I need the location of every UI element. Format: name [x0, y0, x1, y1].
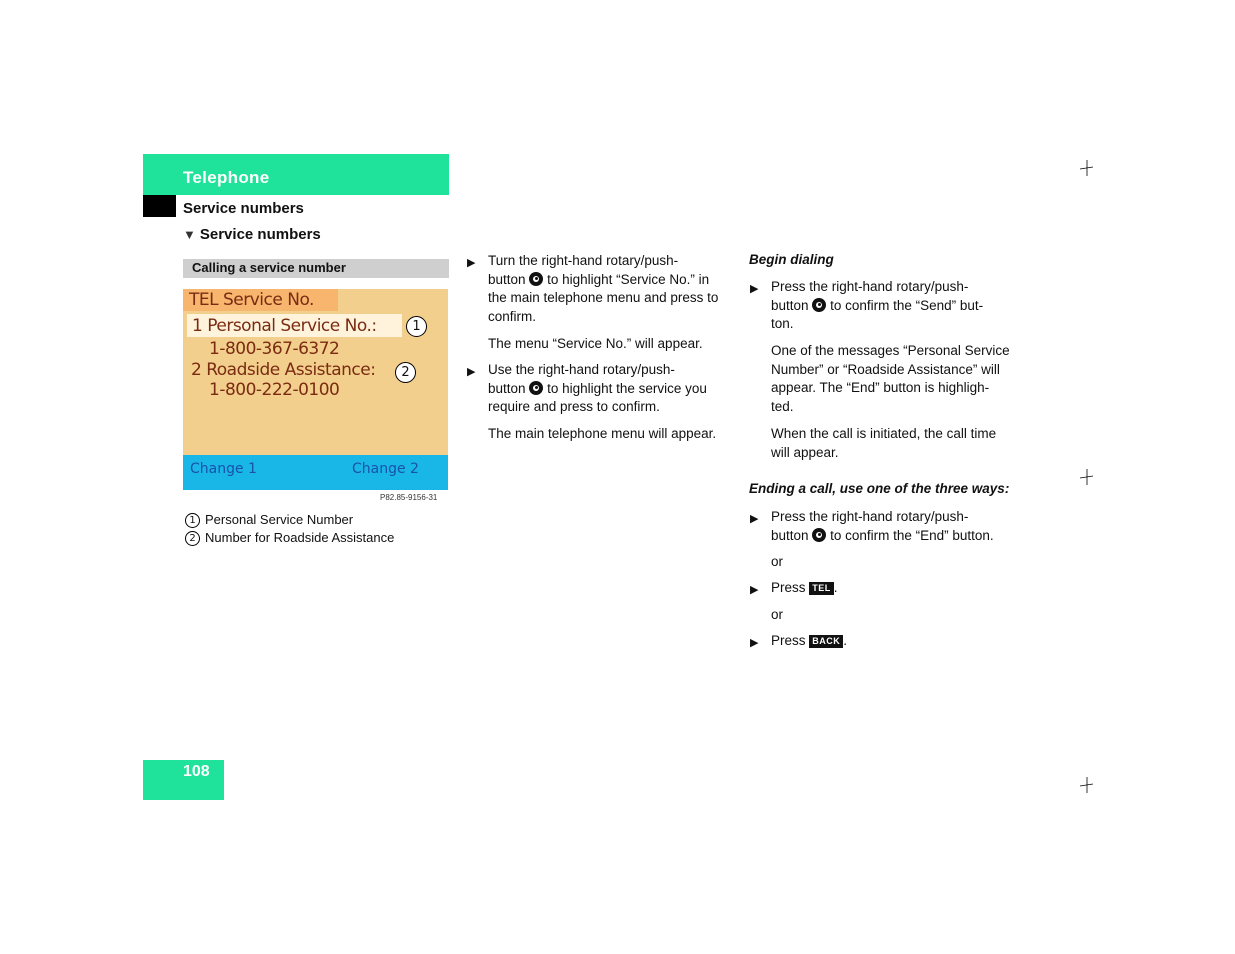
legend-item [185, 512, 353, 528]
legend-number: 1 [185, 513, 200, 528]
tel-key-icon: TEL [809, 582, 834, 595]
subsection-title [183, 226, 321, 243]
subsection-title-text: Service numbers [199, 226, 321, 243]
legend-text: Number for Roadside Assistance [205, 530, 395, 545]
info-text [771, 342, 1010, 416]
text-span: to confirm the “Send” but- [830, 297, 984, 313]
section-marker [143, 195, 176, 217]
legend-item [185, 530, 394, 546]
text-line: Use the right-hand rotary/push- [488, 362, 675, 377]
heading-begin-dialing: Begin dialing [749, 252, 834, 267]
legend-text: Personal Service Number [205, 512, 354, 527]
text-span: to highlight “Service No.” in [547, 271, 710, 287]
box-title-bar [183, 259, 449, 278]
text-span: . [843, 633, 848, 648]
text-line: will appear. [771, 444, 839, 460]
result-text: The menu “Service No.” will appear. [488, 336, 703, 351]
text-line [488, 271, 718, 290]
crop-mark-icon [1079, 469, 1093, 485]
text-span: button [488, 380, 526, 396]
instruction-step [488, 252, 718, 326]
text-span: Press [771, 580, 806, 595]
callout-1: 1 [406, 316, 427, 337]
screen-softkey-bar [183, 455, 448, 490]
triangle-down-icon: ▼ [183, 227, 196, 242]
text-line: Press the right-hand rotary/push- [771, 509, 969, 524]
text-line [488, 380, 707, 399]
section-title: Service numbers [183, 200, 304, 217]
instruction-step [771, 579, 838, 598]
instruction-step [488, 361, 707, 417]
screen-line-personal: 1 Personal Service No.: [192, 316, 377, 336]
rotary-knob-icon [529, 272, 543, 286]
instruction-step [771, 508, 994, 545]
image-code: P82.85-9156-31 [380, 493, 438, 502]
instruction-step [771, 278, 983, 334]
screen-line-roadside-number: 1-800-222-0100 [209, 380, 340, 400]
text-line [771, 297, 983, 316]
text-line: confirm. [488, 308, 537, 324]
text-line [771, 527, 994, 546]
bullet-arrow-icon: ▶ [750, 584, 759, 596]
text-line: require and press to confirm. [488, 399, 660, 414]
or-text: or [771, 607, 784, 622]
callout-2: 2 [395, 362, 416, 383]
screen-line-personal-number: 1-800-367-6372 [209, 339, 340, 359]
or-text: or [771, 554, 784, 569]
crop-mark-icon [1079, 777, 1093, 793]
text-line: When the call is initiated, the call time [771, 426, 997, 441]
softkey-change-2: Change 2 [352, 461, 419, 477]
chapter-title: Telephone [183, 168, 270, 187]
bullet-arrow-icon: ▶ [467, 257, 476, 269]
rotary-knob-icon [812, 298, 826, 312]
text-line: One of the messages “Personal Service [771, 343, 1010, 358]
text-span: button [771, 527, 809, 543]
legend-number: 2 [185, 531, 200, 546]
rotary-knob-icon [812, 528, 826, 542]
text-line: ton. [771, 316, 794, 331]
result-text: The main telephone menu will appear. [488, 426, 717, 441]
bullet-arrow-icon: ▶ [750, 513, 759, 525]
text-line: Turn the right-hand rotary/push- [488, 253, 679, 268]
text-line: Press the right-hand rotary/push- [771, 279, 969, 294]
text-span: . [833, 580, 838, 595]
text-line: the main telephone menu and press to [488, 290, 719, 305]
rotary-knob-icon [529, 381, 543, 395]
text-line: Number” or “Roadside Assistance” will [771, 361, 1000, 377]
text-span: to highlight the service you [547, 380, 707, 396]
crop-mark-icon [1079, 160, 1093, 176]
text-line: appear. The “End” button is highligh- [771, 380, 990, 395]
box-title: Calling a service number [192, 260, 346, 275]
page-number: 108 [183, 763, 210, 780]
instruction-step [771, 632, 847, 651]
screen-title: TEL Service No. [189, 290, 314, 310]
heading-ending-call: Ending a call, use one of the three ways: [749, 481, 1010, 496]
back-key-icon: BACK [809, 635, 843, 648]
bullet-arrow-icon: ▶ [467, 366, 476, 378]
text-span: button [488, 271, 526, 287]
text-span: Press [771, 633, 806, 648]
text-span: to confirm the “End” button. [830, 527, 994, 543]
bullet-arrow-icon: ▶ [750, 637, 759, 649]
softkey-change-1: Change 1 [190, 461, 257, 477]
screen-line-roadside: 2 Roadside Assistance: [191, 360, 376, 380]
bullet-arrow-icon: ▶ [750, 283, 759, 295]
text-line: ted. [771, 398, 794, 414]
text-span: button [771, 297, 809, 313]
info-text [771, 425, 996, 462]
